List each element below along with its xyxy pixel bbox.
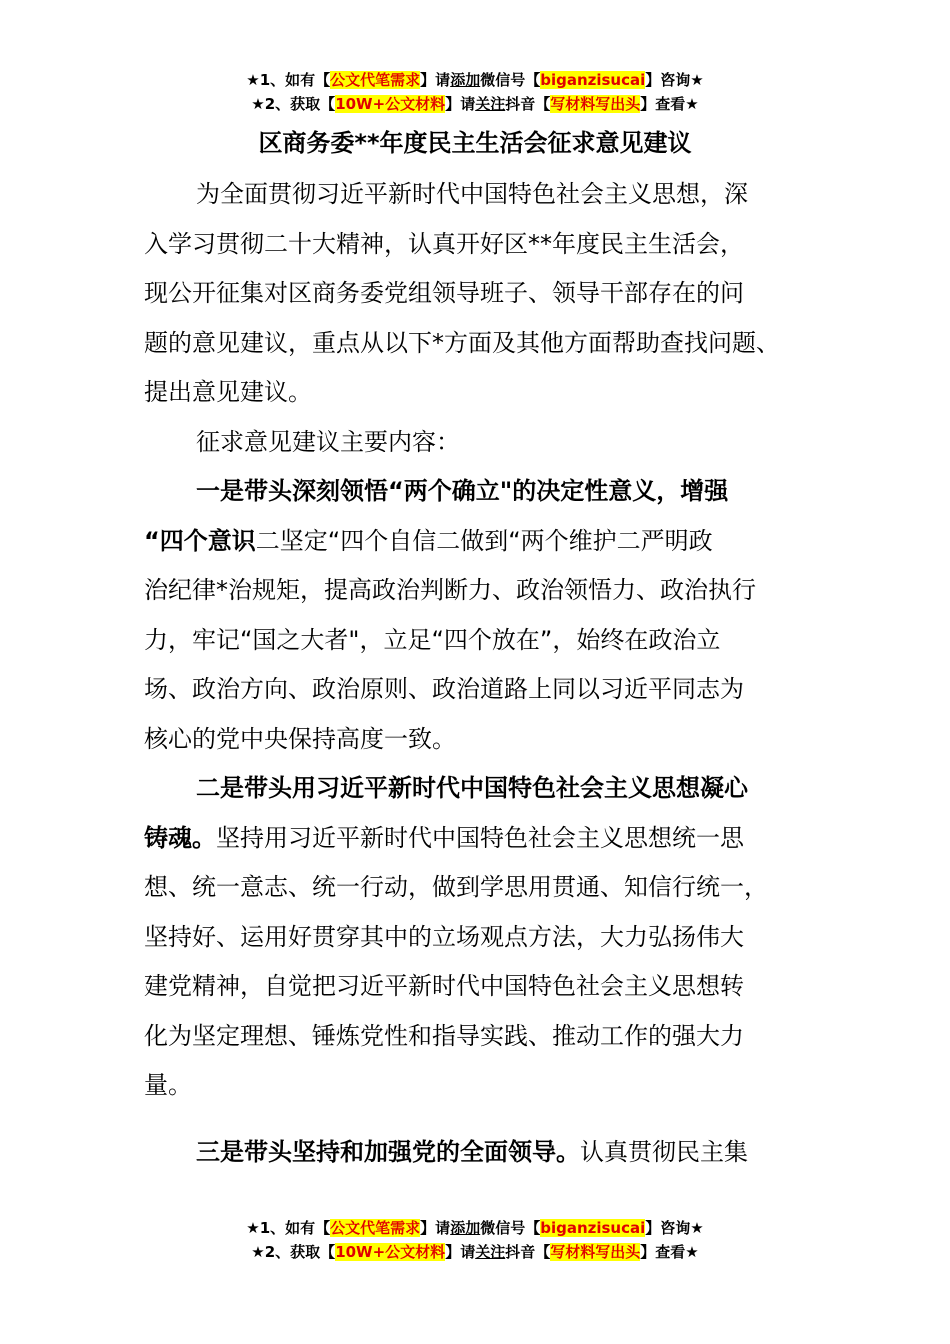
- intro-line: 现公开征集对区商务委党组领导班子、领导干部存在的问: [144, 279, 744, 307]
- banner-text: 抖音【: [505, 1243, 551, 1261]
- intro-line: 题的意见建议，重点从以下*方面及其他方面帮助查找问题、: [144, 328, 780, 357]
- item2-line: [144, 814, 814, 864]
- banner-douyin-id: 写材料写出头: [550, 1243, 641, 1261]
- item1-line: 力，牢记“国之大者"，立足“四个放在”，始终在政治立: [144, 625, 721, 654]
- banner-underline: 关注: [475, 1243, 506, 1261]
- item2-heading-end: 铸魂。: [144, 823, 216, 852]
- item2-line: 建党精神，自觉把习近平新时代中国特色社会主义思想转: [144, 972, 744, 1000]
- item2-line: 坚持好、运用好贯穿其中的立场观点方法，大力弘扬伟大: [144, 922, 744, 951]
- banner-text: ★1、如有【: [246, 1219, 331, 1237]
- banner-highlight: 10W+公文材料: [335, 1243, 446, 1261]
- banner-highlight: 公文代笔需求: [330, 1219, 421, 1237]
- item1-line: 核心的党中央保持高度一致。: [144, 724, 456, 753]
- item2-heading: 二是带头用习近平新时代中国特色社会主义思想凝心: [196, 774, 748, 802]
- item1-heading: 一是带头深刻领悟“两个确立"的决定性意义，增强: [196, 477, 729, 505]
- footer-banner: [0, 1216, 950, 1264]
- item3-text: 认真贯彻民主集: [580, 1137, 748, 1166]
- item1-heading-end: “四个意识: [144, 526, 256, 555]
- paragraph-gap: [144, 1111, 814, 1128]
- banner-text: 】咨询★: [645, 71, 704, 89]
- banner-highlight: 10W+公文材料: [335, 95, 446, 113]
- banner-wechat-id: biganzisucai: [540, 1219, 646, 1237]
- banner-line-1: [0, 1216, 950, 1240]
- banner-text: 】请: [445, 95, 476, 113]
- item2-line: 化为坚定理想、锤炼党性和指导实践、推动工作的强大力: [144, 1021, 744, 1050]
- item2-line: 想、统一意志、统一行动，做到学思用贯通、知信行统一，: [144, 873, 768, 901]
- document-body: [144, 170, 814, 1177]
- item1-line: [144, 517, 814, 567]
- banner-highlight: 公文代笔需求: [330, 71, 421, 89]
- item1-line: 场、政治方向、政治原则、政治道路上同以习近平同志为: [144, 675, 744, 703]
- banner-underline: 添加: [450, 1219, 481, 1237]
- intro-line: 提出意见建议。: [144, 378, 312, 406]
- banner-underline: 关注: [475, 95, 506, 113]
- banner-line-1: [0, 68, 950, 92]
- banner-line-2: [0, 1240, 950, 1264]
- banner-text: 微信号【: [480, 71, 541, 89]
- intro-line: 为全面贯彻习近平新时代中国特色社会主义思想，深: [196, 180, 748, 208]
- banner-text: ★1、如有【: [246, 71, 331, 89]
- banner-text: ★2、获取【: [251, 95, 336, 113]
- banner-text: 】查看★: [640, 95, 699, 113]
- item1-line: 治纪律*治规矩，提高政治判断力、政治领悟力、政治执行: [144, 576, 756, 604]
- intro-line: 入学习贯彻二十大精神，认真开好区**年度民主生活会，: [144, 229, 744, 258]
- banner-text: 】请: [420, 71, 451, 89]
- item1-text: 二坚定“四个自信二做到“两个维护二严明政: [255, 526, 713, 555]
- banner-text: 】请: [420, 1219, 451, 1237]
- item3-line: [144, 1128, 814, 1178]
- banner-text: 】查看★: [640, 1243, 699, 1261]
- banner-underline: 添加: [450, 71, 481, 89]
- main-content-label: 征求意见建议主要内容：: [196, 427, 460, 456]
- banner-text: 】咨询★: [645, 1219, 704, 1237]
- banner-text: 】请: [445, 1243, 476, 1261]
- banner-douyin-id: 写材料写出头: [550, 95, 641, 113]
- item2-line: 量。: [144, 1071, 192, 1099]
- banner-text: 微信号【: [480, 1219, 541, 1237]
- header-banner: [0, 68, 950, 116]
- banner-wechat-id: biganzisucai: [540, 71, 646, 89]
- item3-heading: 三是带头坚持和加强党的全面领导。: [196, 1137, 580, 1166]
- item2-text: 坚持用习近平新时代中国特色社会主义思想统一思: [216, 823, 744, 852]
- document-title: 区商务委**年度民主生活会征求意见建议: [258, 129, 692, 157]
- banner-line-2: [0, 92, 950, 116]
- banner-text: ★2、获取【: [251, 1243, 336, 1261]
- banner-text: 抖音【: [505, 95, 551, 113]
